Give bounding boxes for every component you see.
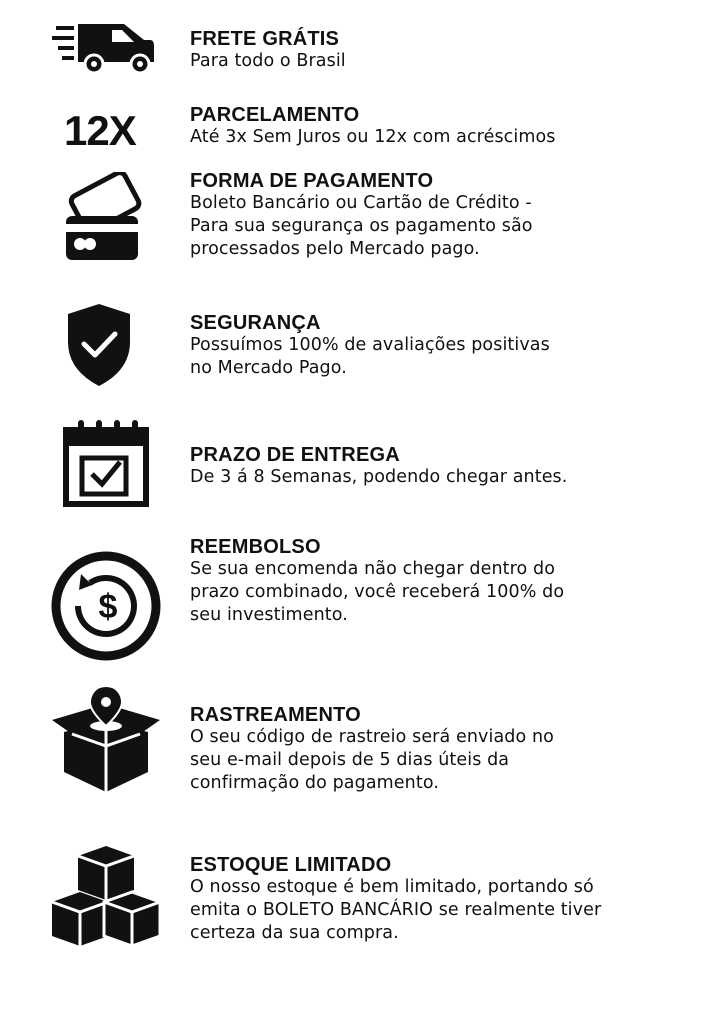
item-text: Se sua encomenda não chegar dentro do [190, 559, 555, 579]
item-text: certeza da sua compra. [190, 923, 399, 943]
item-text: Para sua segurança os pagamento são [190, 216, 533, 236]
item-text: confirmação do pagamento. [190, 773, 439, 793]
credit-cards-icon [58, 172, 150, 262]
item-title: REEMBOLSO [190, 536, 321, 558]
item-text: De 3 á 8 Semanas, podendo chegar antes. [190, 467, 568, 487]
package-location-icon [50, 686, 162, 794]
item-title: PRAZO DE ENTREGA [190, 444, 400, 466]
item-title: FORMA DE PAGAMENTO [190, 170, 434, 192]
item-text: Para todo o Brasil [190, 51, 346, 71]
info-item-reembolso [190, 536, 564, 627]
item-text: seu investimento. [190, 605, 348, 625]
item-title: SEGURANÇA [190, 312, 321, 334]
info-item-rastreamento [190, 704, 554, 795]
calendar-check-icon [62, 418, 150, 508]
refund-dollar-icon [50, 550, 162, 662]
info-item-estoque [190, 854, 601, 945]
item-text: Possuímos 100% de avaliações positivas [190, 335, 550, 355]
delivery-truck-icon [52, 20, 162, 76]
item-text: O seu código de rastreio será enviado no [190, 727, 554, 747]
info-item-pagamento [190, 170, 533, 261]
shield-check-icon [66, 302, 132, 388]
item-title: FRETE GRÁTIS [190, 28, 340, 50]
svg-text:$: $ [98, 588, 118, 626]
info-item-parcelamento [190, 104, 556, 149]
item-text: processados pelo Mercado pago. [190, 239, 480, 259]
stacked-boxes-icon [50, 846, 162, 950]
info-item-seguranca [190, 312, 550, 380]
item-text: seu e-mail depois de 5 dias úteis da [190, 750, 510, 770]
icon-text: 12X [64, 107, 136, 154]
item-text: prazo combinado, você receberá 100% do [190, 582, 565, 602]
info-item-frete [190, 28, 346, 73]
item-title: RASTREAMENTO [190, 704, 361, 726]
item-text: emita o BOLETO BANCÁRIO se realmente tiver [190, 900, 602, 920]
item-text: O nosso estoque é bem limitado, portando só [190, 877, 594, 897]
item-title: ESTOQUE LIMITADO [190, 854, 392, 876]
item-text: Boleto Bancário ou Cartão de Crédito - [190, 193, 532, 213]
item-text: Até 3x Sem Juros ou 12x com acréscimos [190, 127, 556, 147]
item-title: PARCELAMENTO [190, 104, 360, 126]
installments-12x-icon [64, 107, 136, 154]
info-item-prazo [190, 444, 567, 489]
item-text: no Mercado Pago. [190, 358, 347, 378]
